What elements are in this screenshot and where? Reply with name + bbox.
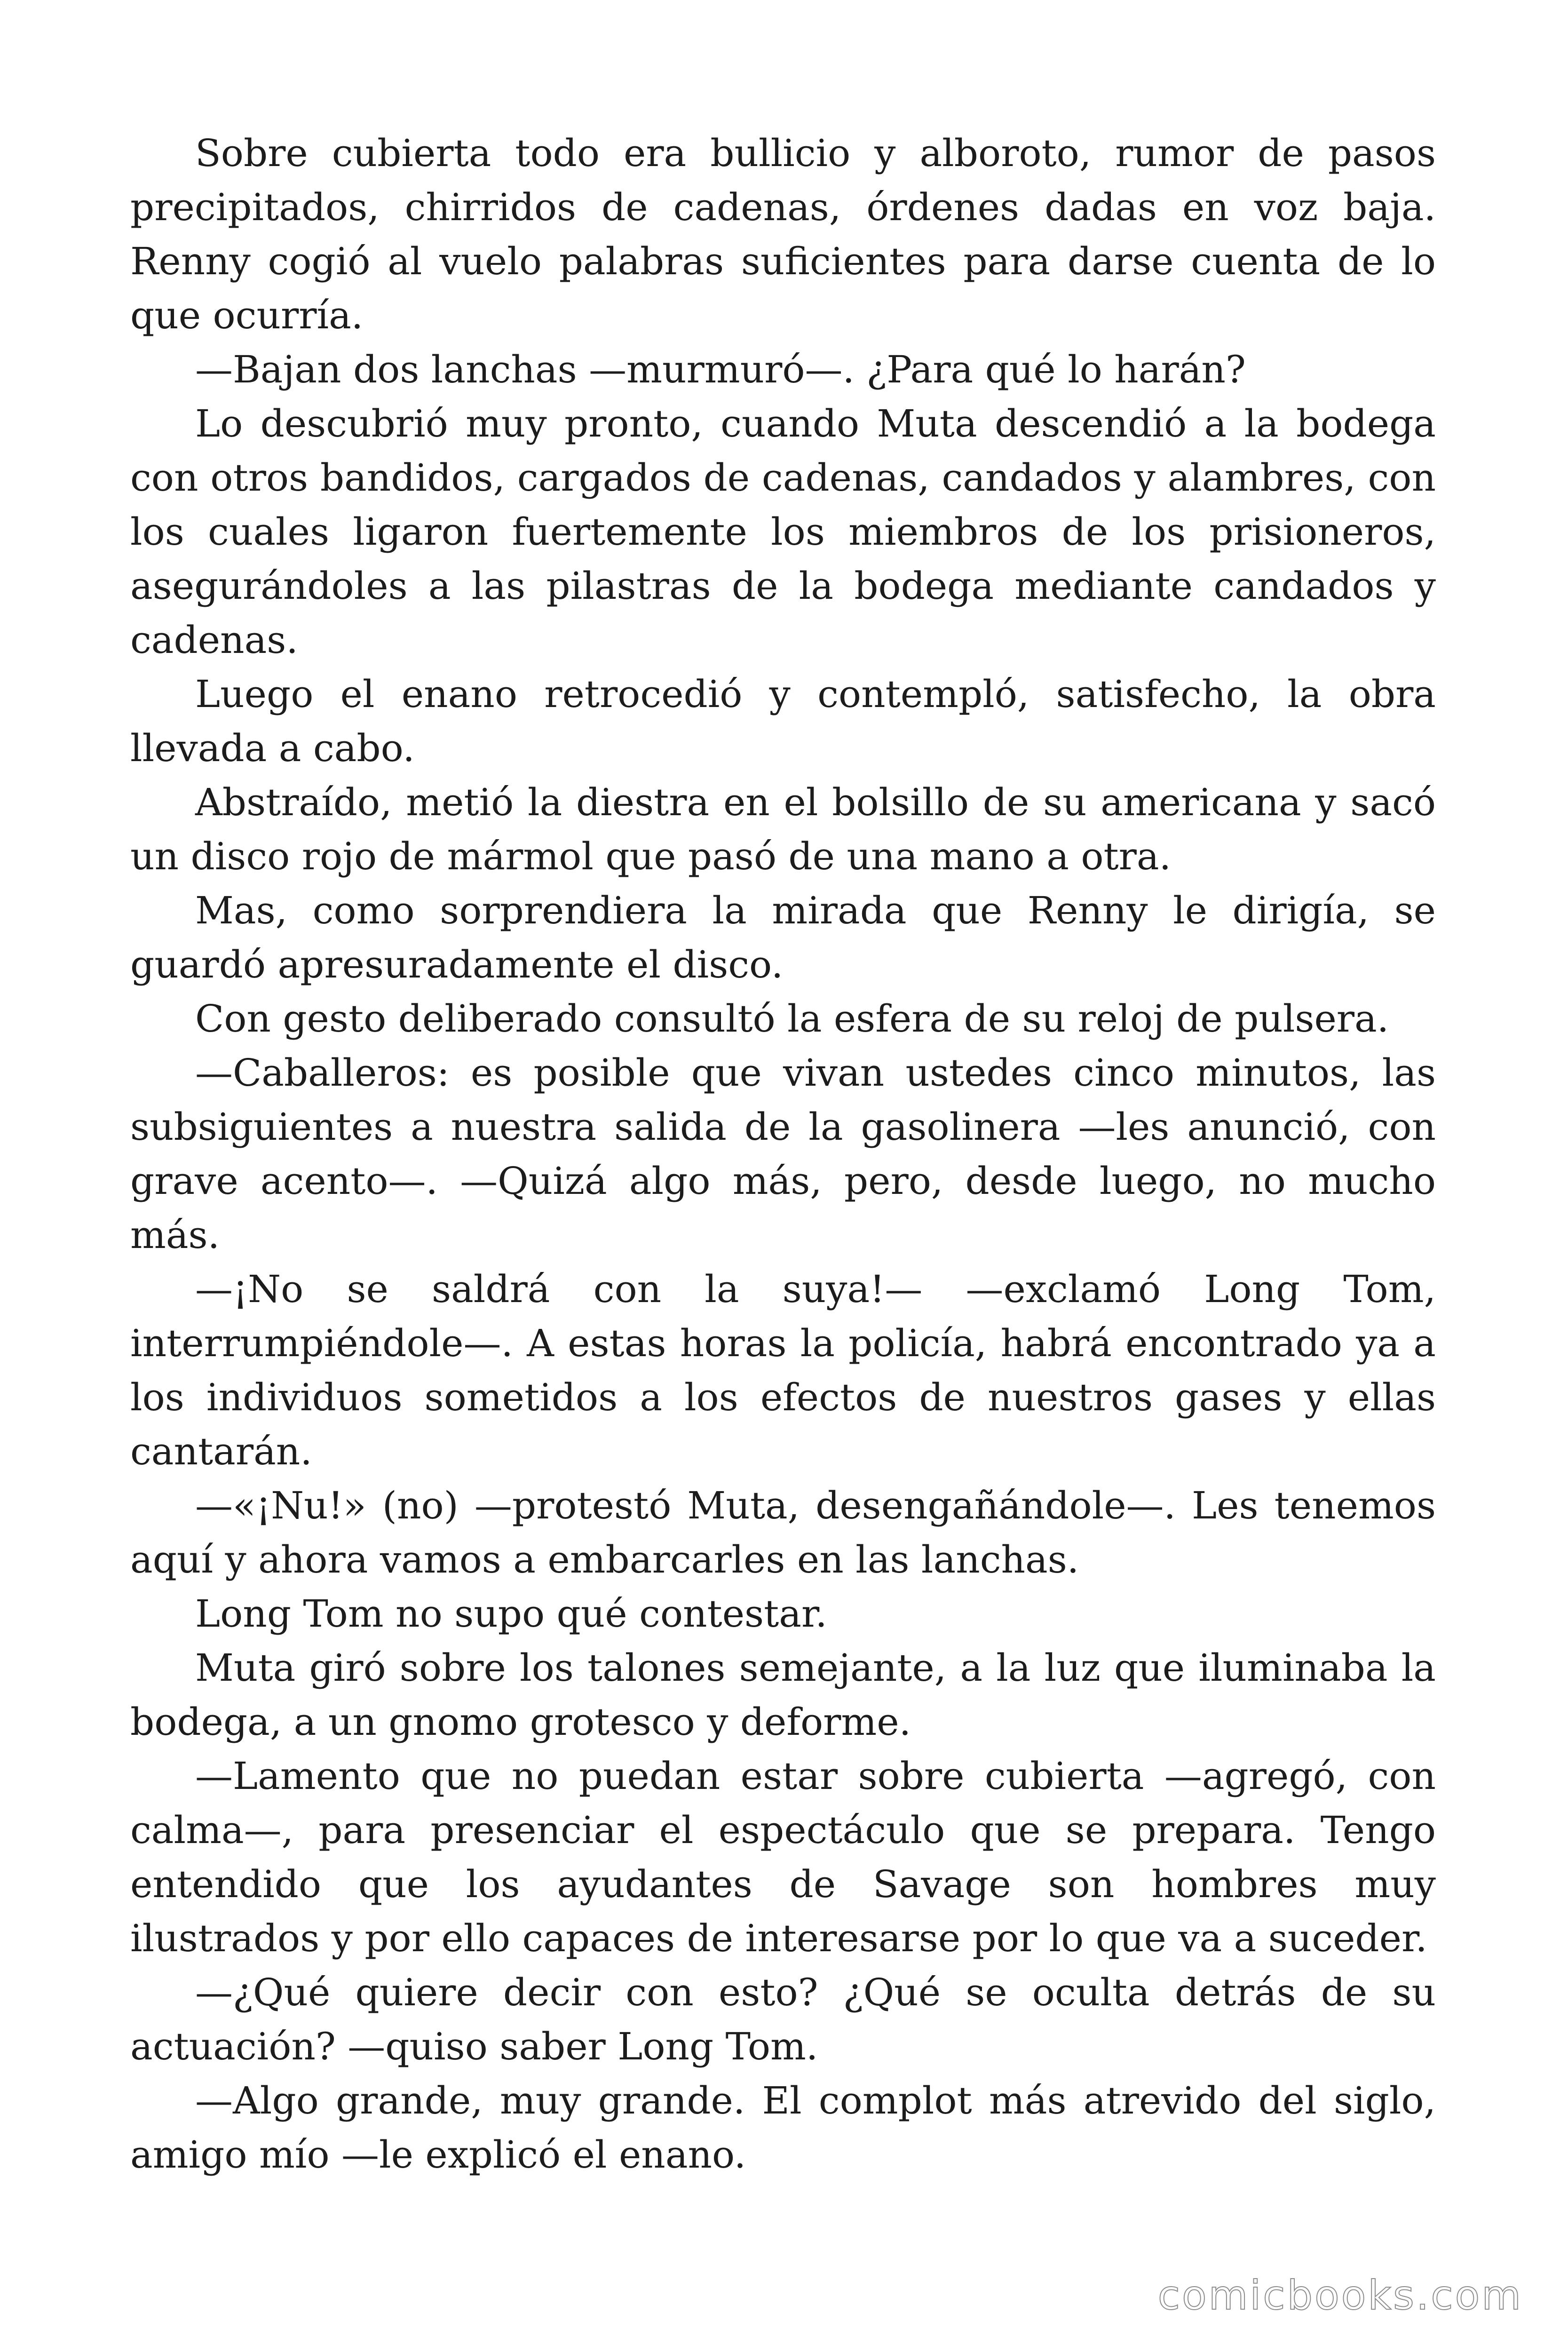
paragraph: Con gesto deliberado consultó la esfera de su reloj de pulsera. bbox=[195, 997, 1389, 1041]
paragraph: —Bajan dos lanchas —murmuró—. ¿Para qué lo harán? bbox=[195, 348, 1246, 391]
paragraph: —Caballeros: es posible que vivan ustedes cinco minutos, las subsiguientes a nuestra salida de la gasolinera —les anunció, con grave acento—. —Quizá algo más, pero, desde luego, no mucho más. bbox=[130, 1051, 1436, 1257]
paragraph: —Lamento que no puedan estar sobre cubierta —agregó, con calma—, para presenciar el espectáculo que se prepara. Tengo entendido que los ayudantes de Savage son hombres muy ilustrados y por ello capaces de interesarse por lo que va a suceder. bbox=[130, 1754, 1436, 1960]
paragraph: —Algo grande, muy grande. El complot más atrevido del siglo, amigo mío —le explicó el enano. bbox=[130, 2079, 1436, 2177]
paragraph: Mas, como sorprendiera la mirada que Renny le dirigía, se guardó apresuradamente el disco. bbox=[130, 889, 1436, 986]
paragraph: —¿Qué quiere decir con esto? ¿Qué se oculta detrás de su actuación? —quiso saber Long Tom. bbox=[130, 1971, 1436, 2068]
page-body bbox=[130, 126, 1436, 2182]
watermark: comicbooks.com bbox=[1157, 2272, 1523, 2319]
paragraph: —¡No se saldrá con la suya!— —exclamó Long Tom, interrumpiéndole—. A estas horas la policía, habrá encontrado ya a los individuos sometidos a los efectos de nuestros gases y ellas cantarán. bbox=[130, 1267, 1436, 1473]
paragraph: Muta giró sobre los talones semejante, a la luz que iluminaba la bodega, a un gnomo grotesco y deforme. bbox=[130, 1646, 1436, 1744]
paragraph: Long Tom no supo qué contestar. bbox=[195, 1592, 827, 1636]
paragraph: Lo descubrió muy pronto, cuando Muta descendió a la bodega con otros bandidos, cargados de cadenas, candados y alambres, con los cuales ligaron fuertemente los miembros de los prisioneros, asegurándoles a las pilastras de la bodega mediante candados y cadenas. bbox=[130, 402, 1436, 662]
paragraph: Luego el enano retrocedió y contempló, satisfecho, la obra llevada a cabo. bbox=[130, 672, 1436, 770]
paragraph: Sobre cubierta todo era bullicio y alboroto, rumor de pasos precipitados, chirridos de cadenas, órdenes dadas en voz baja. Renny cogió al vuelo palabras suficientes para darse cuenta de lo que ocurría. bbox=[130, 131, 1436, 337]
paragraph: Abstraído, metió la diestra en el bolsillo de su americana y sacó un disco rojo de mármol que pasó de una mano a otra. bbox=[130, 780, 1436, 878]
paragraph: —«¡Nu!» (no) —protestó Muta, desengañándole—. Les tenemos aquí y ahora vamos a embarcarles en las lanchas. bbox=[130, 1484, 1436, 1581]
